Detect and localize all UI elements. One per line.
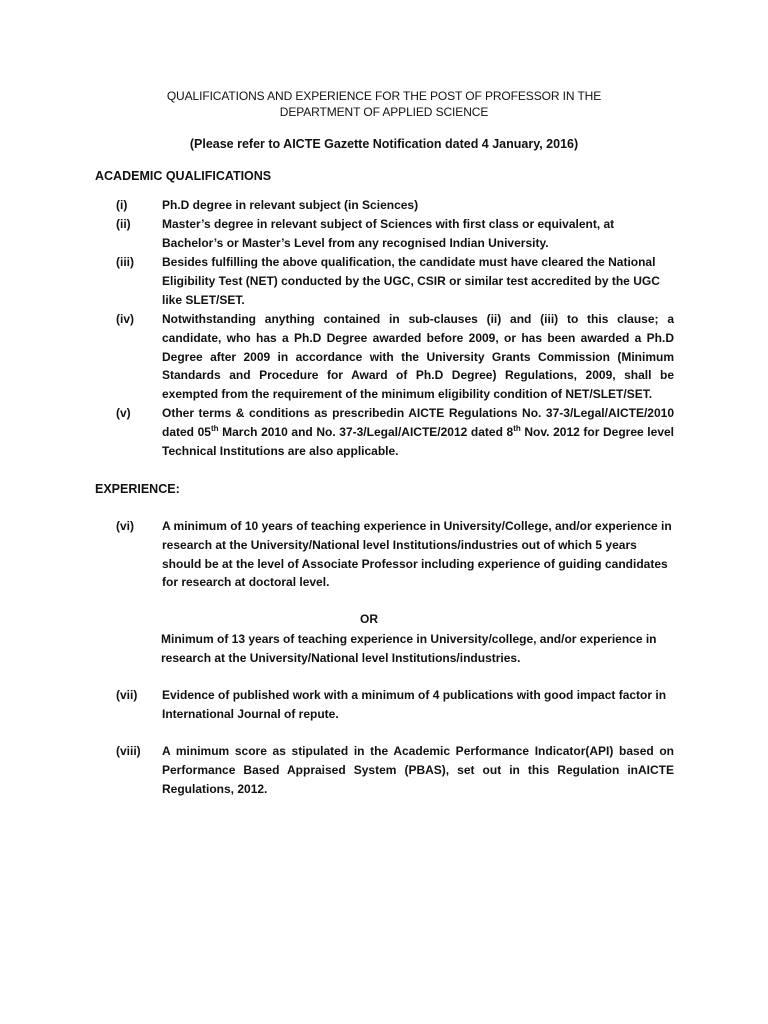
item-text: A minimum score as stipulated in the Academic Performance Indicator(API) based on Performance Based Appraised System (PBAS), set out in this Regulation inAICTE Regulations, 2012. (162, 744, 674, 796)
document-title-line-2: DEPARTMENT OF APPLIED SCIENCE (279, 105, 489, 119)
qualification-item-v (116, 404, 676, 460)
ordinal-suffix: th (513, 423, 521, 433)
gazette-reference: (Please refer to AICTE Gazette Notification dated 4 January, 2016) (189, 137, 579, 151)
item-text-part: March 2010 and No. 37-3/Legal/AICTE/2012 dated 8 (218, 424, 514, 439)
experience-item-viii (116, 742, 676, 798)
item-text (162, 404, 674, 460)
item-number: (vii) (116, 688, 138, 702)
item-number: (v) (116, 406, 131, 420)
qualification-item-iii (116, 253, 676, 309)
or-separator: OR (360, 612, 378, 626)
item-number: (i) (116, 198, 128, 212)
item-text: A minimum of 10 years of teaching experience in University/College, and/or experience in research at the University/National level Institutions/industries out of which 5 years should be at the level of Associate Professor including experience of guiding candidates for research at doctoral level. (162, 519, 672, 590)
item-number: (iv) (116, 312, 134, 326)
item-text: Notwithstanding anything contained in sub-clauses (ii) and (iii) to this clause; a candidate, who has a Ph.D Degree awarded before 2009, or has been awarded a Ph.D Degree after 2009 in accordance with the University Grants Commission (Minimum Standards and Procedure for Award of Ph.D Degree) Regulations, 2009, shall be exempted from the requirement of the minimum eligibility condition of NET/SLET/SET. (162, 312, 674, 402)
item-number: (vi) (116, 519, 134, 533)
item-text-part: Nov. 2012 for Degree level Technical Institutions are also applicable. (162, 424, 674, 458)
experience-item-vi (116, 517, 676, 592)
academic-qualifications-heading: ACADEMIC QUALIFICATIONS (95, 169, 272, 183)
item-number: (ii) (116, 217, 131, 231)
item-number: (iii) (116, 255, 134, 269)
experience-item-vii (116, 686, 676, 724)
qualification-item-ii (116, 215, 676, 253)
item-text-part: Other terms & conditions as prescribedin AICTE Regulations No. 37-3/Legal/AICTE/2010 dated 05 (162, 406, 674, 439)
document-title-line-1: QUALIFICATIONS AND EXPERIENCE FOR THE POST OF PROFESSOR IN THE (166, 89, 602, 103)
item-text: Evidence of published work with a minimum of 4 publications with good impact factor in International Journal of repute. (162, 688, 667, 721)
ordinal-suffix: th (210, 423, 219, 433)
experience-heading: EXPERIENCE: (95, 482, 180, 496)
qualification-item-i (116, 196, 676, 215)
qualification-item-iv (116, 310, 676, 404)
item-text: Master’s degree in relevant subject of Sciences with first class or equivalent, at Bachelor’s or Master’s Level from any recognised Indian University. (162, 217, 615, 250)
item-number: (viii) (116, 744, 141, 758)
item-text: Ph.D degree in relevant subject (in Sciences) (162, 198, 419, 212)
item-text: Besides fulfilling the above qualification, the candidate must have cleared the National Eligibility Test (NET) conducted by the UGC, CSIR or similar test accredited by the UGC like SLET/SET. (162, 255, 660, 307)
experience-alternative: Minimum of 13 years of teaching experience in University/college, and/or experience in research at the University/National level Institutions/industries. (161, 632, 657, 665)
